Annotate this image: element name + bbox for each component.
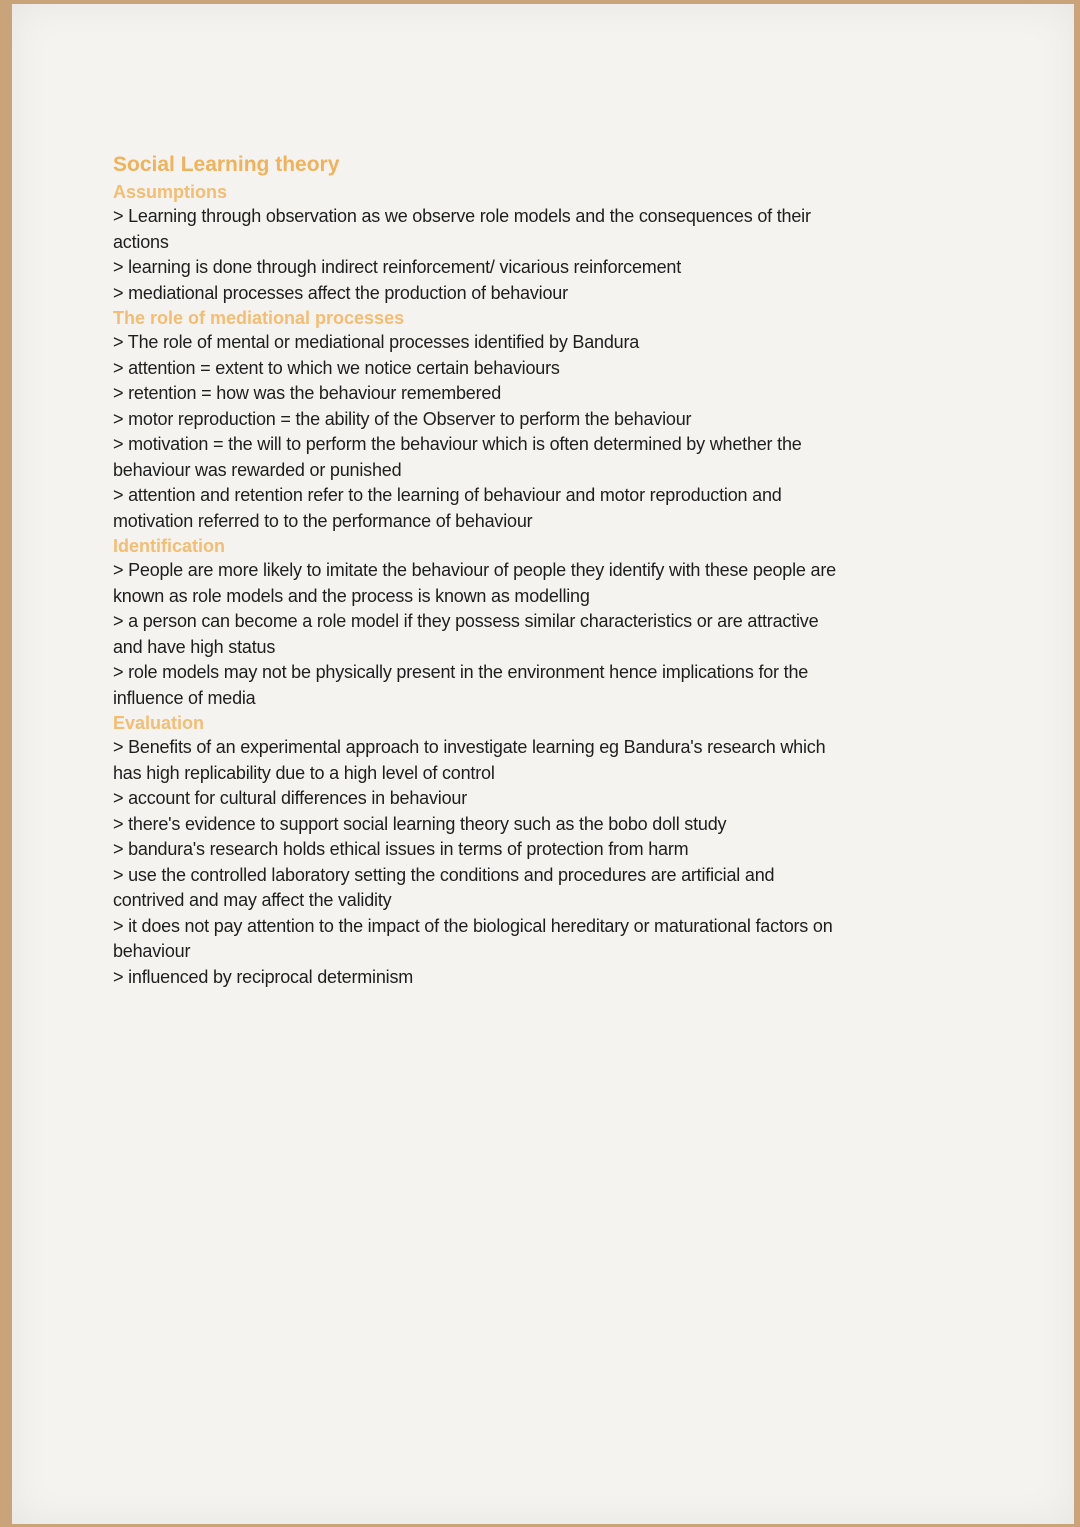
paper-page [12, 4, 1074, 1524]
section-heading: Assumptions [113, 182, 228, 202]
note-line: > it does not pay attention to the impact of the biological hereditary or maturational factors on [113, 915, 833, 936]
section-heading: Identification [113, 536, 225, 556]
section-identification [113, 534, 923, 711]
section-evaluation [113, 711, 923, 990]
section-heading: The role of mediational processes [113, 308, 405, 328]
note-line: > a person can become a role model if they possess similar characteristics or are attractive [113, 611, 819, 631]
notes-content [113, 150, 923, 990]
note-line: > Learning through observation as we observe role models and the consequences of their [113, 206, 811, 226]
note-line: > learning is done through indirect reinforcement/ vicarious reinforcement [113, 257, 682, 277]
note-line: > influenced by reciprocal determinism [113, 966, 414, 987]
note-line: > role models may not be physically present in the environment hence implications for the [113, 662, 809, 682]
note-line: > account for cultural differences in behaviour [113, 788, 467, 808]
note-line: known as role models and the process is known as modelling [113, 585, 590, 606]
note-line: actions [113, 231, 169, 252]
note-line: influence of media [113, 687, 256, 708]
note-line: > use the controlled laboratory setting the conditions and procedures are artificial and [113, 864, 775, 885]
note-line: behaviour [113, 941, 191, 961]
note-line: > there's evidence to support social learning theory such as the bobo doll study [113, 813, 727, 834]
note-line: > retention = how was the behaviour remembered [113, 383, 502, 403]
section-heading: Evaluation [113, 713, 205, 733]
note-line: and have high status [113, 636, 276, 657]
note-line: has high replicability due to a high level of control [113, 762, 495, 783]
note-line: > bandura's research holds ethical issues in terms of protection from harm [113, 839, 689, 859]
note-line: > attention and retention refer to the learning of behaviour and motor reproduction and [113, 485, 782, 505]
note-line: > People are more likely to imitate the behaviour of people they identify with these people are [113, 560, 836, 580]
section-assumptions [113, 180, 923, 306]
note-line: motivation referred to to the performance of behaviour [113, 510, 533, 531]
note-line: behaviour was rewarded or punished [113, 459, 402, 480]
note-line: > attention = extent to which we notice certain behaviours [113, 357, 560, 378]
section-mediational-processes [113, 306, 923, 534]
note-line: contrived and may affect the validity [113, 890, 392, 910]
page-title: Social Learning theory [113, 153, 340, 176]
note-line: > motivation = the will to perform the behaviour which is often determined by whether the [113, 434, 802, 454]
note-line: > Benefits of an experimental approach to investigate learning eg Bandura's research which [113, 737, 826, 757]
note-line: > mediational processes affect the production of behaviour [113, 282, 568, 303]
note-line: > motor reproduction = the ability of the Observer to perform the behaviour [113, 408, 692, 429]
note-line: > The role of mental or mediational processes identified by Bandura [113, 332, 640, 352]
